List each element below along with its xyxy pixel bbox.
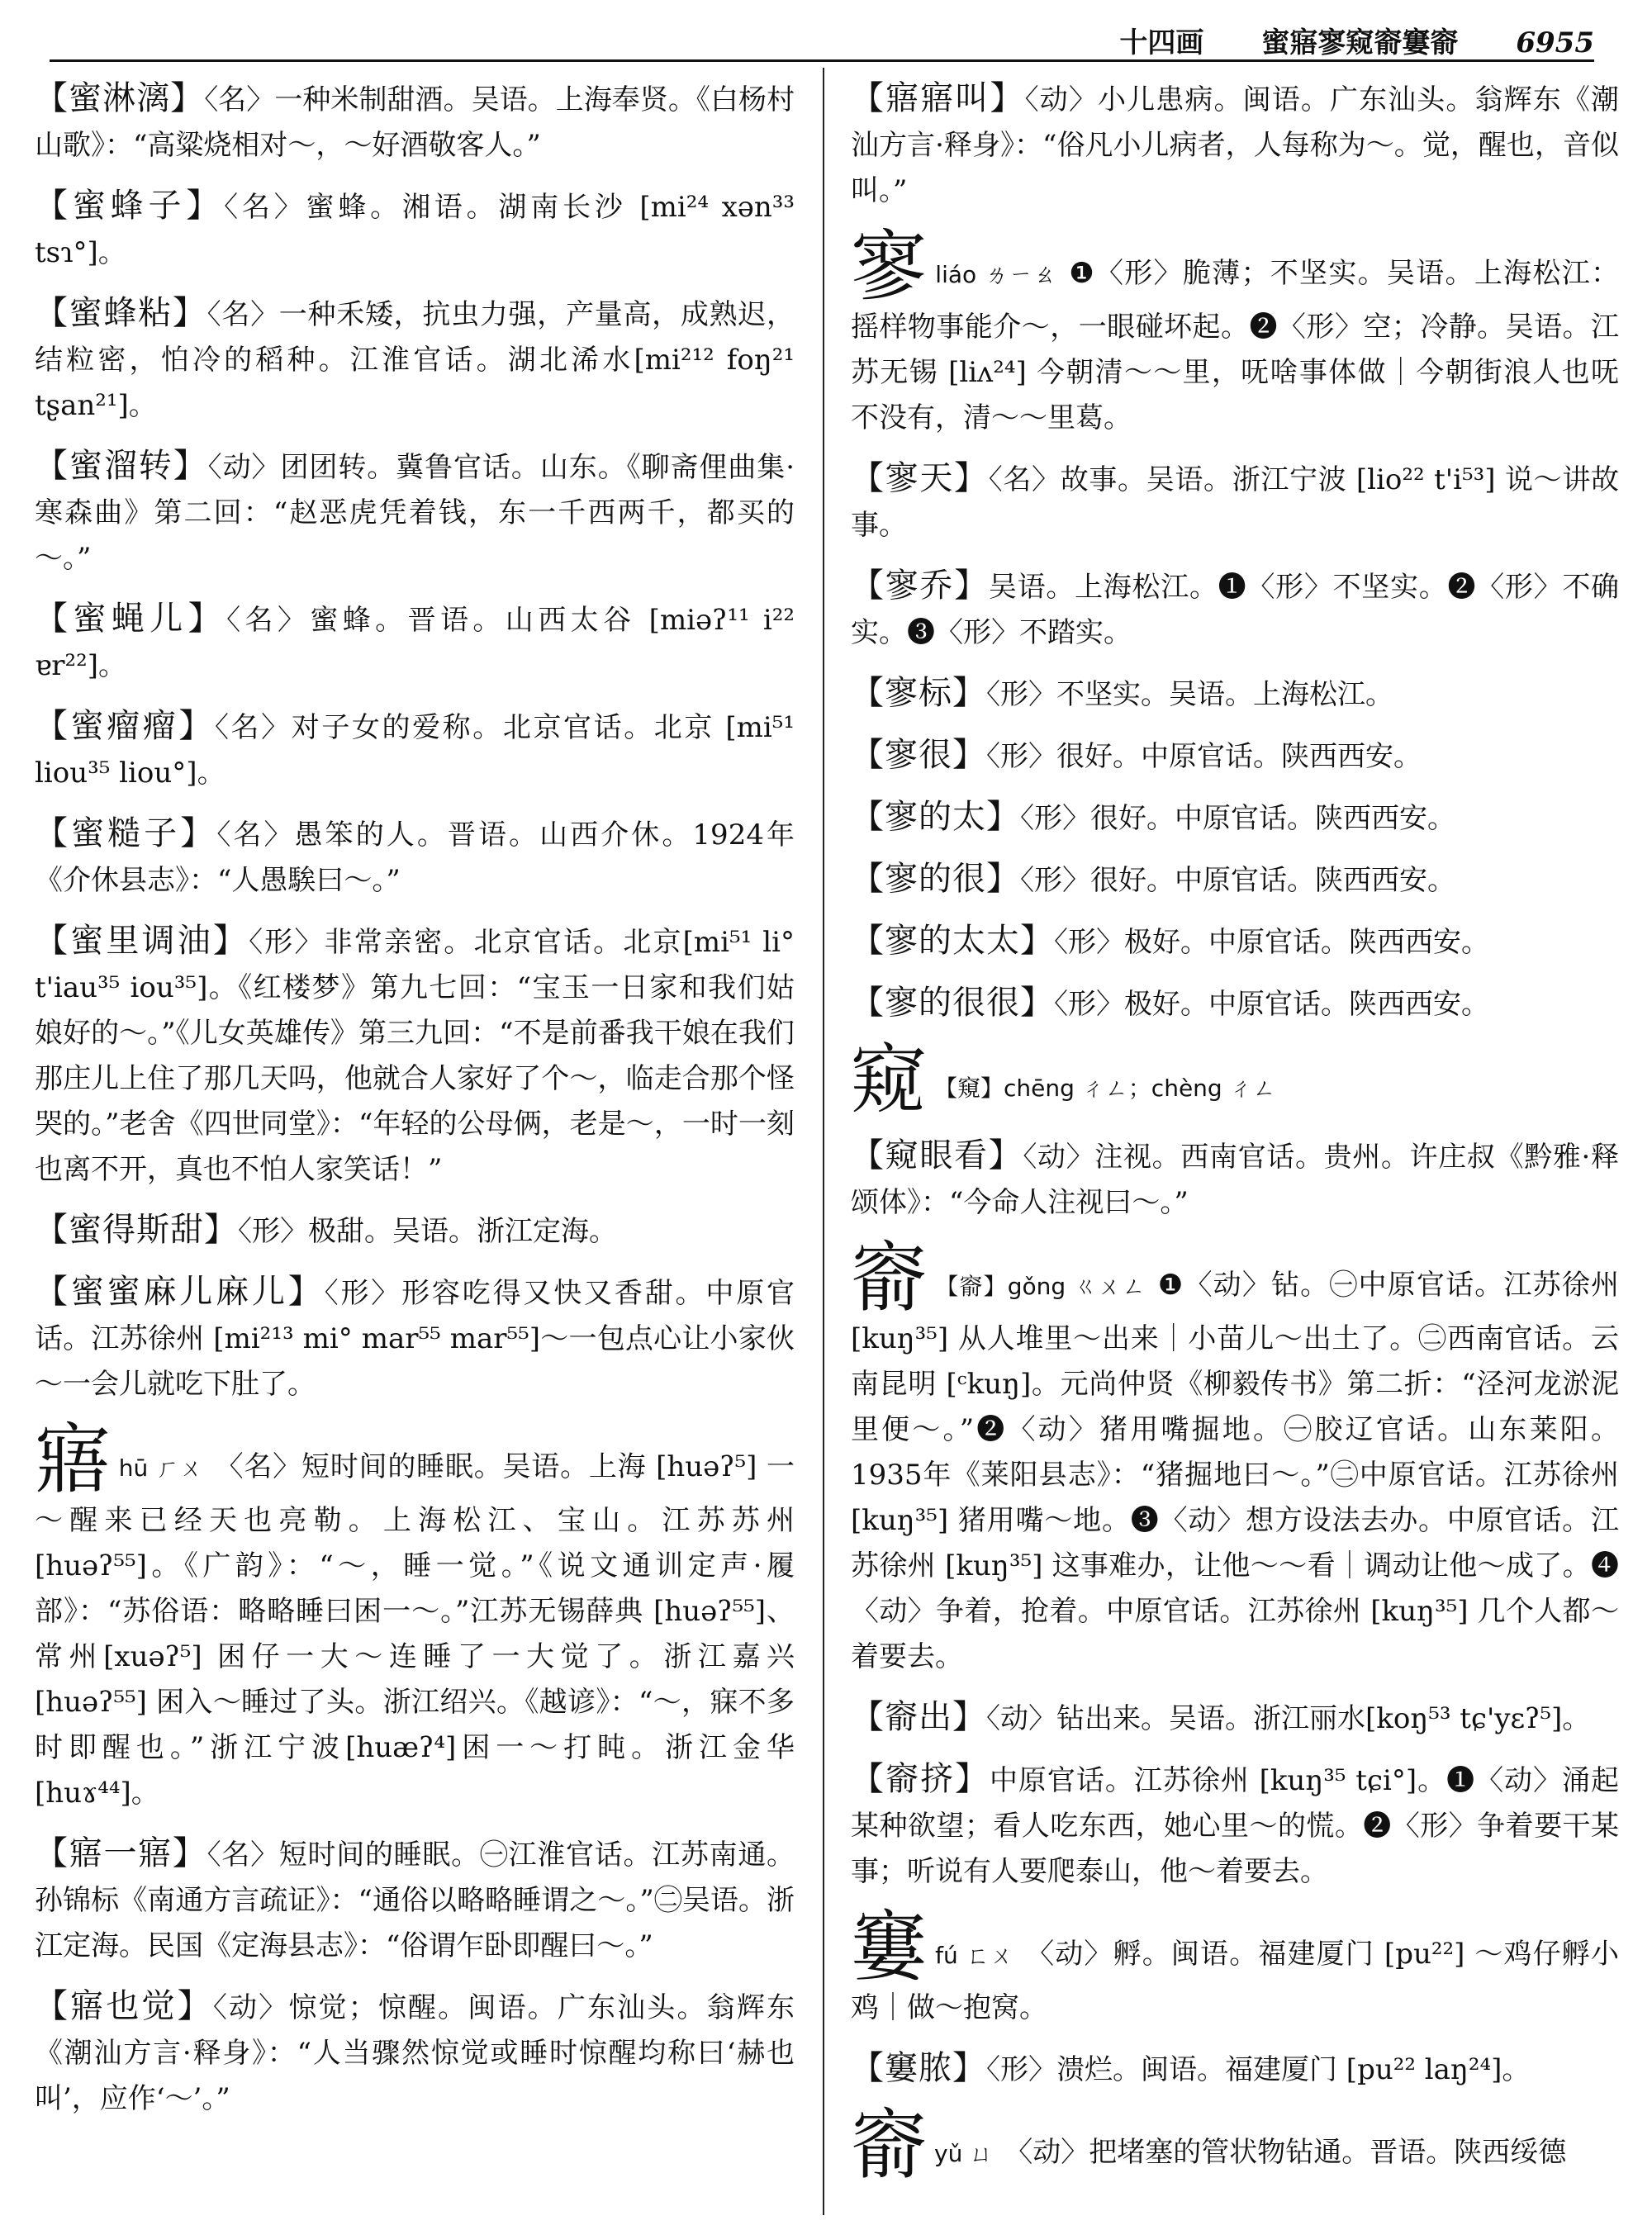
headword-entry	[851, 1903, 1619, 2031]
compound-entry	[851, 795, 1619, 842]
compound-entry	[851, 456, 1619, 548]
compound-entry	[35, 1208, 795, 1255]
header-rule	[50, 59, 1594, 62]
entry-headword: 【 寥标 】	[851, 674, 986, 712]
entry-definition: 〈形〉极好。中原官话。陕西西安。	[1054, 988, 1489, 1021]
entry-headword: 【 蜜溜转 】	[35, 447, 208, 485]
compound-entry	[851, 2046, 1619, 2093]
compound-entry	[35, 811, 795, 904]
entry-definition: 〈名〉短时间的睡眠。吴语。上海 [huəʔ⁵] 一～醒来已经天也亮勒。上海松江、宝山。江苏苏州 [huəʔ⁵⁵]。《广韵》：“～，睡一觉。”《说文通训定声·履部》：“苏俗语：略略睡曰困一～。”江苏无锡薛典 [huəʔ⁵⁵]、常州[xuəʔ⁵] 困仔一大～连睡了一大觉了。浙江嘉兴 [huəʔ⁵⁵] 困入～睡过了头。浙江绍兴。《越谚》：“～，寐不多时即醒也。”浙江宁波[huæʔ⁴]困一～打盹。浙江金华 [huɤ⁴⁴]。	[35, 1450, 795, 1810]
entry-headword: 【 蜜蜂子 】	[35, 187, 224, 225]
entry-definition: 〈名〉一种米制甜酒。吴语。上海奉贤。《白杨村山歌》：“高粱烧相对～，～好酒敬客人。”	[35, 83, 795, 162]
pinyin: hū ㄏㄨ	[118, 1454, 204, 1482]
entry-definition: 〈名〉短时间的睡眠。㊀江淮官话。江苏南通。孙锦标《南通方言疏证》：“通俗以略略睡谓之～。”㊁吴语。浙江定海。民国《定海县志》：“俗谓乍卧即醒曰～。”	[35, 1839, 795, 1962]
pinyin: 【窬】gǒng ㄍㄨㄥ	[935, 1273, 1146, 1300]
compound-entry	[851, 76, 1619, 214]
entry-definition: 〈动〉把堵塞的管状物钻通。晋语。陕西绥德	[1004, 2136, 1567, 2169]
entry-definition: ❶〈形〉脆薄；不坚实。吴语。上海松江：摇样物事能介～，一眼碰坏起。❷〈形〉空；冷静。吴语。江苏无锡 [liʌ²⁴] 今朝清～～里，呒啥事体做｜今朝街浪人也呒不没有，清～～里葛。	[851, 257, 1619, 434]
entry-headword: 【 寥的太太 】	[851, 922, 1054, 960]
compound-entry	[851, 733, 1619, 780]
entry-definition: 〈动〉钻出来。吴语。浙江丽水[koŋ⁵³ tɕ'yɛʔ⁵]。	[986, 1702, 1591, 1735]
compound-entry	[35, 1984, 795, 2122]
page-header	[50, 17, 1594, 64]
entry-definition: 〈动〉孵。闽语。福建厦门 [pu²²] ～鸡仔孵小鸡｜做～抱窝。	[851, 1938, 1619, 2024]
column-divider	[823, 68, 824, 2215]
compound-entry	[851, 1133, 1619, 1226]
entry-headword: 【 窬挤 】	[851, 1760, 990, 1798]
entry-definition: 〈名〉对子女的爱称。北京官话。北京 [mi⁵¹ liou³⁵ liou°]。	[35, 711, 795, 790]
entry-headword: 【 寥的很很 】	[851, 984, 1054, 1022]
entry-headword: 【 窬出 】	[851, 1698, 986, 1736]
entry-headword: 【 寤寤叫 】	[851, 79, 1025, 117]
entry-definition: 〈名〉愚笨的人。晋语。山西介休。1924年《介休县志》：“人愚騃曰～。”	[35, 818, 795, 897]
entry-headword: 【 蜜得斯甜 】	[35, 1211, 238, 1249]
compound-entry	[851, 671, 1619, 718]
compound-entry	[35, 76, 795, 168]
entry-headword: 【 寥的很 】	[851, 860, 1020, 898]
entry-definition: 〈形〉形容吃得又快又香甜。中原官话。江苏徐州 [mi²¹³ mi° mar⁵⁵ mar⁵⁵]～一包点心让小家伙～一会儿就吃下肚了。	[35, 1277, 795, 1401]
left-column	[35, 76, 795, 2137]
headword-entry	[851, 2101, 1619, 2190]
headword-char: 寤	[35, 1416, 112, 1504]
compound-entry	[851, 1757, 1619, 1895]
entry-headword: 【 寤一寤 】	[35, 1834, 207, 1872]
entry-headword: 【 蜜蝇儿 】	[35, 600, 226, 638]
entry-definition: 〈形〉溃烂。闽语。福建厦门 [pu²² laŋ²⁴]。	[986, 2053, 1531, 2086]
right-column	[851, 76, 1619, 2199]
header-section: 十四画	[1119, 26, 1204, 59]
headword-char: 窬	[851, 2101, 928, 2190]
entry-headword: 【 寥的太 】	[851, 798, 1020, 836]
compound-entry	[35, 1831, 795, 1969]
compound-entry	[851, 1695, 1619, 1742]
entry-definition: 〈形〉很好。中原官话。陕西西安。	[1020, 802, 1455, 835]
entry-definition: 〈动〉注视。西南官话。贵州。许庄叔《黔雅·释颂体》：“今命人注视曰～。”	[851, 1141, 1620, 1219]
entry-headword: 【 窥眼看 】	[851, 1136, 1023, 1174]
headword-entry	[851, 1234, 1619, 1680]
entry-definition: 〈名〉蜜蜂。湘语。湖南长沙 [mi²⁴ xən³³ tsɿ°]。	[35, 191, 795, 269]
pinyin: yǔ ㄩ	[934, 2140, 994, 2167]
entry-headword: 【 蜜淋漓 】	[35, 79, 204, 117]
entry-definition: 〈形〉极好。中原官话。陕西西安。	[1054, 926, 1489, 959]
entry-definition: ❶〈动〉钻。㊀中原官话。江苏徐州 [kuŋ³⁵] 从人堆里～出来｜小苗儿～出土了。㊁西南官话。云南昆明 [ᶜkuŋ]。元尚仲贤《柳毅传书》第二折：“泾河龙淤泥里便～。”❷〈动〉猪用嘴掘地。㊀胶辽官话。山东莱阳。1935年《莱阳县志》：“猪掘地曰～。”㊁中原官话。江苏徐州[kuŋ³⁵] 猪用嘴～地。❸〈动〉想方设法去办。中原官话。江苏徐州 [kuŋ³⁵] 这事难办，让他～～看｜调动让他～成了。❹〈动〉争着，抢着。中原官话。江苏徐州 [kuŋ³⁵] 几个人都～着要去。	[851, 1269, 1619, 1673]
headword-char: 窬	[851, 1234, 929, 1322]
entry-headword: 【 蜜糙子 】	[35, 814, 216, 852]
entry-definition: 吴语。上海松江。❶〈形〉不坚实。❷〈形〉不确实。❸〈形〉不踏实。	[851, 571, 1620, 649]
pinyin: fú ㄈㄨ	[935, 1942, 1015, 1969]
page-number: 6955	[1516, 26, 1594, 59]
compound-entry	[35, 1269, 795, 1407]
entry-headword: 【 蜜蜂粘 】	[35, 294, 207, 332]
entry-definition: 〈动〉小儿患病。闽语。广东汕头。翁辉东《潮汕方言·释身》：“俗凡小儿病者，人每称为～。觉，醒也，音似叫。”	[851, 83, 1620, 207]
headword-entry	[851, 222, 1619, 441]
compound-entry	[35, 704, 795, 796]
compound-entry	[851, 563, 1619, 656]
compound-entry	[35, 444, 795, 581]
entry-definition: 〈形〉不坚实。吴语。上海松江。	[986, 678, 1393, 711]
entry-headword: 【 寤也觉 】	[35, 1987, 213, 2025]
headword-char: 窶	[851, 1903, 929, 1991]
entry-definition: 〈动〉团团转。冀鲁官话。山东。《聊斋俚曲集·寒森曲》第二回：“赵恶虎凭着钱，东一千西两千，都买的～。”	[35, 451, 795, 575]
compound-entry	[35, 596, 795, 689]
header-text	[1119, 20, 1594, 60]
entry-definition: 〈形〉极甜。吴语。浙江定海。	[238, 1215, 617, 1248]
entry-headword: 【 蜜里调油 】	[35, 922, 249, 960]
compound-entry	[851, 918, 1619, 966]
compound-entry	[35, 291, 795, 429]
pinyin: 【窺】chēng ㄔㄥ；chèng ㄔㄥ	[934, 1075, 1276, 1102]
entry-definition: 〈名〉一种禾矮，抗虫力强，产量高，成熟迟，结粒密，怕冷的稻种。江淮官话。湖北浠水[mi²¹² foŋ²¹ tʂan²¹]。	[35, 298, 795, 422]
entry-headword: 【 蜜蜜麻儿麻儿 】	[35, 1273, 325, 1311]
headword-entry	[35, 1416, 795, 1816]
entry-headword: 【 寥乔 】	[851, 567, 989, 605]
headword-entry	[851, 1036, 1619, 1124]
entry-definition: 中原官话。江苏徐州 [kuŋ³⁵ tɕi°]。❶〈动〉涌起某种欲望；看人吃东西，她心里～的慌。❷〈形〉争着要干某事；听说有人要爬泰山，他～着要去。	[851, 1764, 1619, 1888]
headword-char: 窥	[851, 1036, 928, 1124]
entry-definition: 〈形〉非常亲密。北京官话。北京[mi⁵¹ li° t'iau³⁵ iou³⁵]。《红楼梦》第九七回：“宝玉一日家和我们姑娘好的～。”《儿女英雄传》第三九回：“不是前番我干娘在我们那庄儿上住了那几天吗，他就合人家好了个～，临走合那个怪哭的。”老舍《四世同堂》：“年轻的公母俩，老是～，一时一刻也离不开，真也不怕人家笑话！”	[35, 926, 795, 1186]
headword-char: 寥	[851, 222, 929, 311]
entry-definition: 〈动〉惊觉；惊醒。闽语。广东汕头。翁辉东《潮汕方言·释身》：“人当骤然惊觉或睡时惊醒均称曰‘赫也叫’，应作‘～’。”	[35, 1991, 795, 2115]
compound-entry	[851, 980, 1619, 1027]
entry-definition: 〈名〉蜜蜂。晋语。山西太谷 [miəʔ¹¹ i²² ɐr²²]。	[35, 604, 795, 682]
entry-headword: 【 窶脓 】	[851, 2049, 986, 2087]
entry-headword: 【 蜜瘤瘤 】	[35, 707, 215, 745]
header-chars: 蜜寤寥窥窬窶窬	[1261, 26, 1459, 59]
entry-headword: 【 寥很 】	[851, 736, 986, 774]
compound-entry	[35, 918, 795, 1193]
compound-entry	[35, 183, 795, 276]
pinyin: liáo ㄌㄧㄠ	[935, 261, 1058, 288]
entry-definition: 〈形〉很好。中原官话。陕西西安。	[1020, 864, 1455, 897]
entry-definition: 〈形〉很好。中原官话。陕西西安。	[986, 740, 1422, 773]
entry-definition: 〈名〉故事。吴语。浙江宁波 [lio²² t'i⁵³] 说～讲故事。	[851, 463, 1619, 542]
compound-entry	[851, 856, 1619, 904]
entry-headword: 【 寥天 】	[851, 459, 989, 497]
